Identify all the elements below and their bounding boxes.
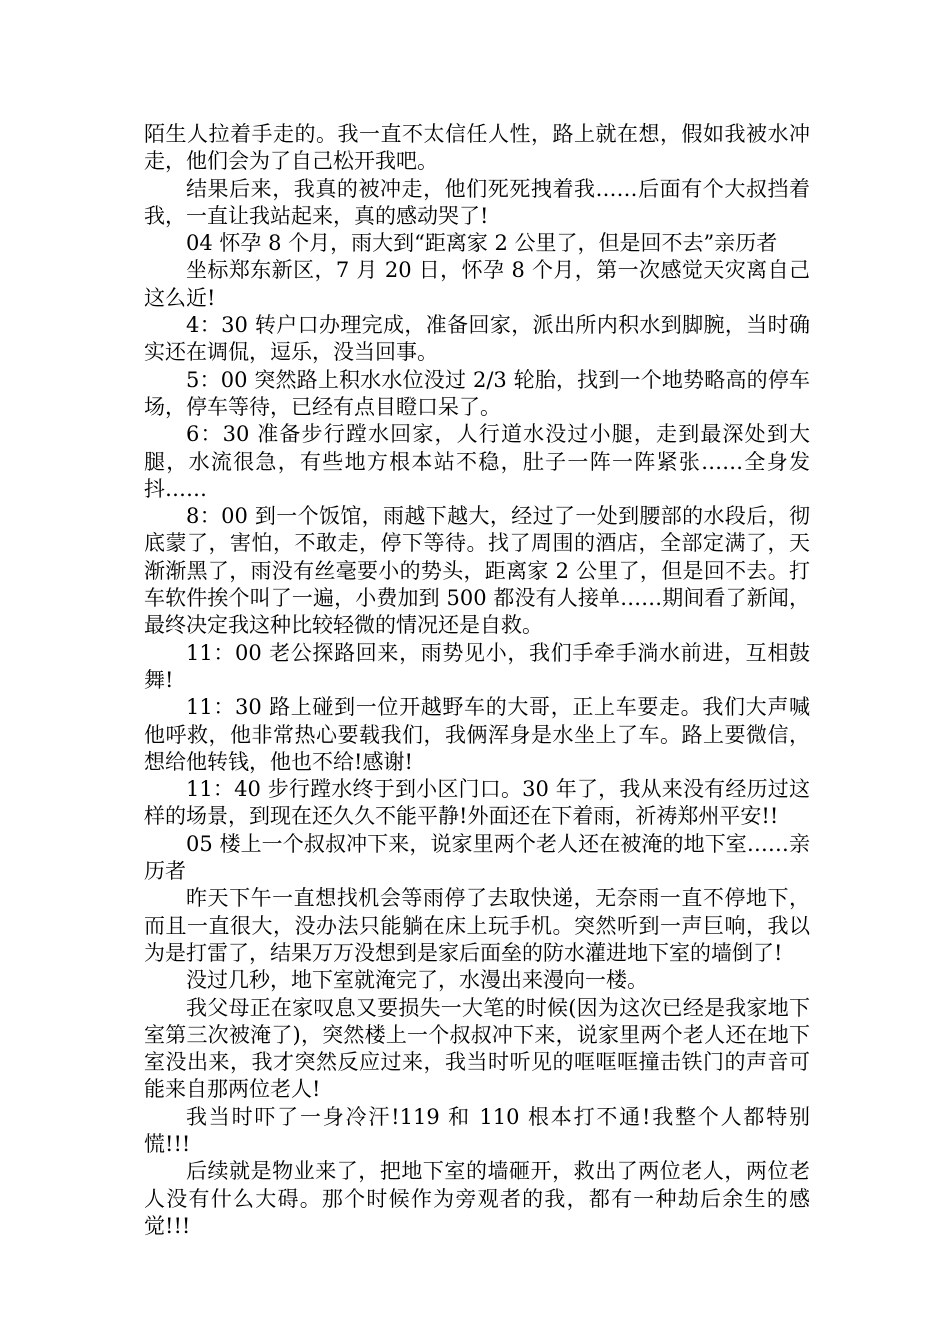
document-body: [144, 121, 810, 1240]
timeline-entry: 11：00 老公探路回来，雨势见小，我们手牵手淌水前进，互相鼓舞!: [144, 640, 810, 692]
section-heading-04: 04 怀孕 8 个月，雨大到“距离家 2 公里了，但是回不去”亲历者: [186, 231, 778, 256]
timeline-entry: 6：30 准备步行蹚水回家，人行道水没过小腿，走到最深处到大腿，水流很急，有些地方根本站不稳，肚子一阵一阵紧张……全身发抖……: [144, 422, 810, 501]
timeline-entry: 4：30 转户口办理完成，准备回家，派出所内积水到脚腕，当时确实还在调侃，逗乐，没当回事。: [144, 313, 810, 365]
timeline-entry: 11：40 步行蹚水终于到小区门口。30 年了，我从来没有经历过这样的场景，到现在还久久不能平静!外面还在下着雨，祈祷郑州平安!!: [144, 777, 810, 829]
paragraph: 结果后来，我真的被冲走，他们死死拽着我……后面有个大叔挡着我，一直让我站起来，真的感动哭了!: [144, 176, 810, 228]
timeline-entry: 8：00 到一个饭馆，雨越下越大，经过了一处到腰部的水段后，彻底蒙了，害怕，不敢走，停下等待。找了周围的酒店，全部定满了，天渐渐黑了，雨没有丝毫要小的势头，距离家 2 公里了，但是回不去。打车软件挨个叫了一遍，小费加到 500 都没有人接单……期间看了新闻，最终决定我这种比较轻微的情况还是自救。: [144, 504, 810, 638]
paragraph: 我当时吓了一身冷汗!119 和 110 根本打不通!我整个人都特别慌!!!: [144, 1104, 810, 1156]
timeline-entry: 5：00 突然路上积水水位没过 2/3 轮胎，找到一个地势略高的停车场，停车等待，已经有点目瞪口呆了。: [144, 367, 810, 419]
paragraph: 后续就是物业来了，把地下室的墙砸开，救出了两位老人，两位老人没有什么大碍。那个时候作为旁观者的我，都有一种劫后余生的感觉!!!: [144, 1159, 810, 1238]
section-heading-05: 05 楼上一个叔叔冲下来，说家里两个老人还在被淹的地下室……亲历者: [144, 831, 810, 884]
paragraph: 昨天下午一直想找机会等雨停了去取快递，无奈雨一直不停地下，而且一直很大，没办法只能躺在床上玩手机。突然听到一声巨响，我以为是打雷了，结果万万没想到是家后面垒的防水灌进地下室的墙倒了!: [144, 886, 810, 965]
paragraph: 坐标郑东新区，7 月 20 日，怀孕 8 个月，第一次感觉天灾离自己这么近!: [144, 258, 810, 310]
paragraph: 没过几秒，地下室就淹完了，水漫出来漫向一楼。: [186, 968, 648, 993]
timeline-entry: 11：30 路上碰到一位开越野车的大哥，正上车要走。我们大声喊他呼救，他非常热心要载我们，我俩浑身是水坐上了车。路上要微信，想给他转钱，他也不给!感谢!: [144, 695, 810, 774]
paragraph: 我父母正在家叹息又要损失一大笔的时候(因为这次已经是我家地下室第三次被淹了)，突然楼上一个叔叔冲下来，说家里两个老人还在地下室没出来，我才突然反应过来，我当时听见的哐哐哐撞击铁门的声音可能来自那两位老人!: [144, 995, 810, 1102]
paragraph-continued: 陌生人拉着手走的。我一直不太信任人性，路上就在想，假如我被水冲走，他们会为了自己松开我吧。: [144, 122, 810, 174]
